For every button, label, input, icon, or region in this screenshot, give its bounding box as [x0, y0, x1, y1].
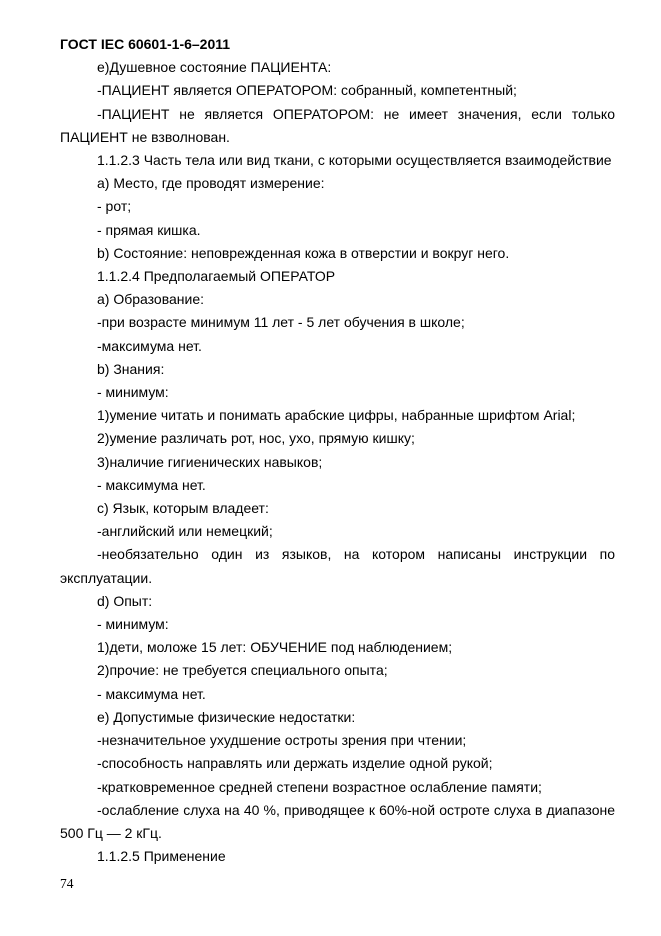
- paragraph: е)Душевное состояние ПАЦИЕНТА:: [97, 59, 332, 76]
- paragraph: d) Опыт:: [97, 592, 153, 609]
- paragraph: e) Допустимые физические недостатки:: [97, 708, 356, 725]
- paragraph: a) Место, где проводят измерение:: [97, 175, 325, 192]
- paragraph: 1.1.2.4 Предполагаемый ОПЕРАТОР: [97, 268, 336, 285]
- paragraph: b) Знания:: [97, 360, 165, 377]
- paragraph: - минимум:: [97, 384, 169, 401]
- paragraph: - максимума нет.: [97, 685, 206, 702]
- paragraph: 2)прочие: не требуется специального опыта;: [97, 662, 388, 679]
- paragraph: c) Язык, которым владеет:: [97, 500, 269, 517]
- paragraph: -ПАЦИЕНТ является ОПЕРАТОРОМ: собранный, компетентный;: [97, 82, 517, 99]
- paragraph: -кратковременное средней степени возрастное ослабление памяти;: [97, 778, 542, 795]
- paragraph: - прямая кишка.: [97, 221, 201, 238]
- document-body: [60, 56, 615, 868]
- document-header: ГОСТ IEC 60601-1-6–2011: [60, 36, 231, 52]
- paragraph: 1.1.2.3 Часть тела или вид ткани, с которыми осуществляется взаимодействие: [97, 152, 612, 169]
- paragraph: 3)наличие гигиенических навыков;: [97, 453, 323, 470]
- paragraph: 2)умение различать рот, нос, ухо, прямую кишку;: [97, 430, 415, 447]
- paragraph: - рот;: [97, 198, 132, 215]
- paragraph: -способность направлять или держать изделие одной рукой;: [97, 755, 493, 772]
- paragraph: -ПАЦИЕНТ не является ОПЕРАТОРОМ: не имеет значения, если только ПАЦИЕНТ не взволнован.: [60, 105, 615, 145]
- paragraph: -необязательно один из языков, на котором написаны инструкции по эксплуатации.: [60, 546, 615, 586]
- paragraph: -максимума нет.: [97, 337, 202, 354]
- paragraph: a) Образование:: [97, 291, 205, 308]
- paragraph: -при возрасте минимум 11 лет - 5 лет обучения в школе;: [97, 314, 465, 331]
- paragraph: - максимума нет.: [97, 476, 206, 493]
- paragraph: -ослабление слуха на 40 %, приводящее к 60%-ной остроте слуха в диапазоне 500 Гц — 2 кГц.: [60, 801, 615, 841]
- paragraph: b) Состояние: неповрежденная кожа в отверстии и вокруг него.: [97, 244, 510, 261]
- page-number: 74: [60, 876, 74, 891]
- paragraph: 1)дети, моложе 15 лет: ОБУЧЕНИЕ под наблюдением;: [97, 639, 453, 656]
- paragraph: 1)умение читать и понимать арабские цифры, набранные шрифтом Arial;: [97, 407, 576, 424]
- paragraph: - минимум:: [97, 616, 169, 633]
- paragraph: -незначительное ухудшение остроты зрения при чтении;: [97, 732, 467, 749]
- paragraph: -английский или немецкий;: [97, 523, 273, 540]
- paragraph: 1.1.2.5 Применение: [97, 848, 226, 865]
